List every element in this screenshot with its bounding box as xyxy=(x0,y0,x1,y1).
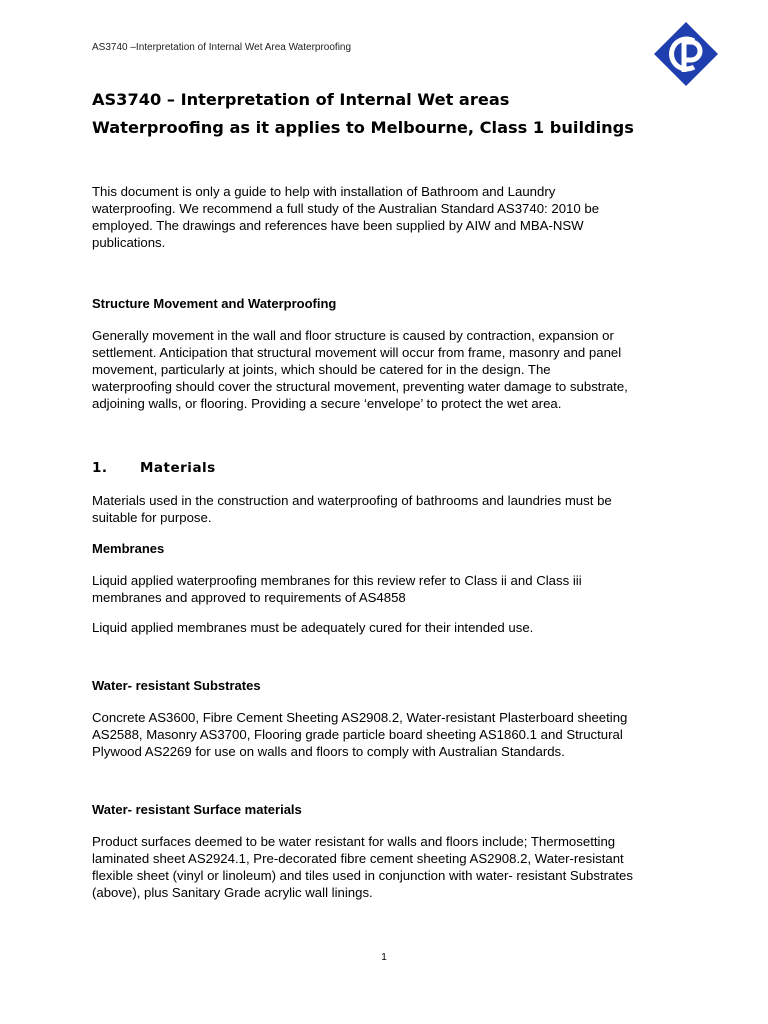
surfaces-line: Product surfaces deemed to be water resistant for walls and floors include; Thermosetting xyxy=(92,834,616,849)
substrates-line: AS2588, Masonry AS3700, Flooring grade particle board sheeting AS1860.1 and Structural xyxy=(92,727,623,742)
membranes-heading: Membranes xyxy=(92,541,165,556)
membranes-line: membranes and approved to requirements of AS4858 xyxy=(92,590,406,605)
surfaces-line: flexible sheet (vinyl or linoleum) and tiles used in conjunction with water- resistant Substrates xyxy=(92,868,633,883)
company-logo-icon xyxy=(654,22,718,86)
structure-line: adjoining walls, or flooring. Providing a secure ‘envelope’ to protect the wet area. xyxy=(92,396,562,411)
structure-heading: Structure Movement and Waterproofing xyxy=(92,296,337,311)
intro-line: This document is only a guide to help with installation of Bathroom and Laundry xyxy=(92,184,556,199)
surfaces-line: laminated sheet AS2924.1, Pre-decorated fibre cement sheeting AS2908.2, Water-resistant xyxy=(92,851,624,866)
materials-line: suitable for purpose. xyxy=(92,510,212,525)
membranes-line: Liquid applied waterproofing membranes for this review refer to Class ii and Class iii xyxy=(92,573,582,588)
section-title: Materials xyxy=(140,460,216,476)
intro-line: employed. The drawings and references have been supplied by AIW and MBA-NSW xyxy=(92,218,584,233)
membranes-paragraph-2 xyxy=(92,619,692,636)
membranes-line: Liquid applied membranes must be adequately cured for their intended use. xyxy=(92,620,534,635)
materials-paragraph xyxy=(92,492,692,526)
section-1-heading xyxy=(92,460,216,476)
page-number: 1 xyxy=(381,952,387,963)
materials-line: Materials used in the construction and waterproofing of bathrooms and laundries must be xyxy=(92,493,612,508)
running-header: AS3740 –Interpretation of Internal Wet Area Waterproofing xyxy=(92,42,352,53)
intro-paragraph xyxy=(92,183,692,251)
intro-line: publications. xyxy=(92,235,166,250)
structure-line: Generally movement in the wall and floor structure is caused by contraction, expansion or xyxy=(92,328,614,343)
substrates-heading: Water- resistant Substrates xyxy=(92,678,261,693)
section-number: 1. xyxy=(92,460,108,476)
surfaces-heading: Water- resistant Surface materials xyxy=(92,802,302,817)
structure-line: movement, particularly at joints, which should be catered for in the design. The xyxy=(92,362,551,377)
structure-paragraph xyxy=(92,327,692,412)
structure-line: settlement. Anticipation that structural movement will occur from frame, masonry and panel xyxy=(92,345,622,360)
document-title-line2: Waterproofing as it applies to Melbourne, Class 1 buildings xyxy=(92,118,634,137)
membranes-paragraph-1 xyxy=(92,572,692,606)
substrates-line: Concrete AS3600, Fibre Cement Sheeting AS2908.2, Water-resistant Plasterboard sheeting xyxy=(92,710,628,725)
substrates-paragraph xyxy=(92,709,692,760)
substrates-line: Plywood AS2269 for use on walls and floors to comply with Australian Standards. xyxy=(92,744,565,759)
intro-line: waterproofing. We recommend a full study of the Australian Standard AS3740: 2010 be xyxy=(92,201,600,216)
surfaces-line: (above), plus Sanitary Grade acrylic wall linings. xyxy=(92,885,373,900)
document-title-line1: AS3740 – Interpretation of Internal Wet areas xyxy=(92,90,510,109)
structure-line: waterproofing should cover the structural movement, preventing water damage to substrate, xyxy=(92,379,628,394)
surfaces-paragraph xyxy=(92,833,692,901)
